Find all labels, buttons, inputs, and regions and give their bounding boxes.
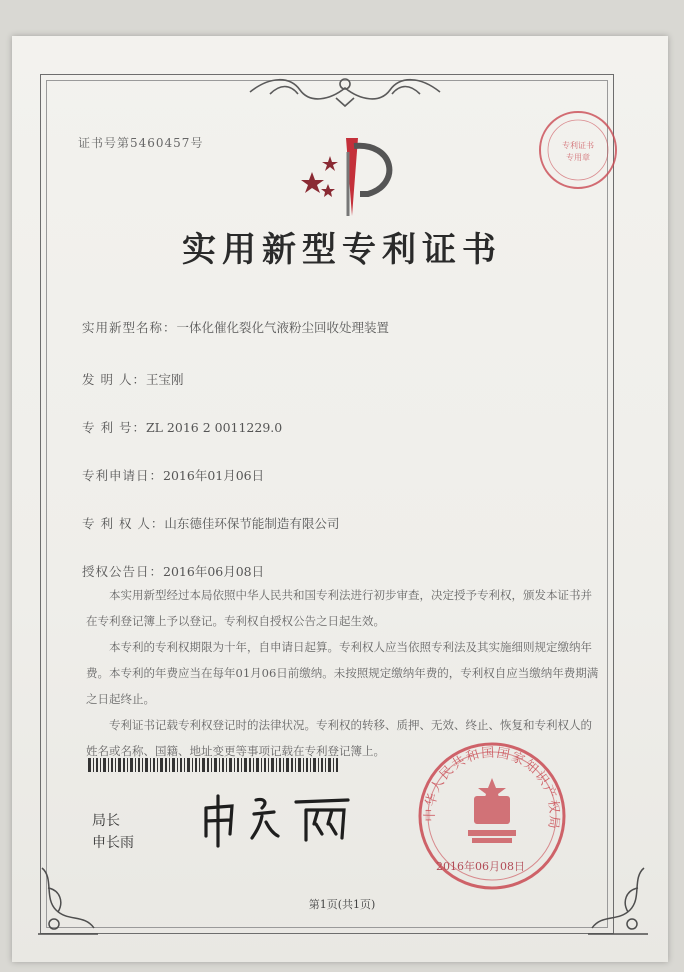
field-value: 一体化催化裂化气液粉尘回收处理装置 xyxy=(176,320,390,335)
field-grant-date xyxy=(82,562,264,580)
signatory-title: 局长 xyxy=(92,813,120,829)
document-title: 实用新型专利证书 xyxy=(182,230,502,270)
body-paragraph: 本专利的专利权期限为十年，自申请日起算。专利权人应当依照专利法及其实施细则规定缴纳年费。本专利的年费应当在每年01月06日前缴纳。未按照规定缴纳年费的，专利权自应当缴纳年费期满之日起终止。 xyxy=(86,640,599,706)
special-seal-stamp xyxy=(536,108,620,192)
page-number: 第1页(共1页) xyxy=(308,898,376,911)
seal-date: 2016年06月08日 xyxy=(436,860,525,873)
certificate-body xyxy=(86,582,600,764)
field-value: 2016年06月08日 xyxy=(163,564,265,579)
field-label: 授权公告日： xyxy=(82,564,164,579)
field-value: 王宝刚 xyxy=(145,372,184,387)
field-inventor xyxy=(82,370,183,388)
field-label: 专 利 权 人： xyxy=(82,516,165,531)
field-patentee xyxy=(82,514,339,532)
seal-arc-text: 中华人民共和国国家知识产权局 xyxy=(422,745,562,832)
top-ornament xyxy=(240,70,450,110)
svg-text:专利证书: 专利证书 xyxy=(562,141,594,150)
signatory-name: 申长雨 xyxy=(92,835,134,851)
patent-office-logo xyxy=(298,132,408,218)
handwritten-signature xyxy=(198,790,358,850)
field-value: 2016年01月06日 xyxy=(163,468,265,483)
body-paragraph: 专利证书记载专利权登记时的法律状况。专利权的转移、质押、无效、终止、恢复和专利权人的姓名或名称、国籍、地址变更等事项记载在专利登记簿上。 xyxy=(86,718,592,758)
barcode xyxy=(88,758,338,772)
field-label: 发 明 人： xyxy=(82,372,146,387)
field-patent-number xyxy=(82,418,282,436)
field-value: ZL 2016 2 0011229.0 xyxy=(145,420,283,435)
field-label: 实用新型名称： xyxy=(82,320,177,335)
field-value: 山东德佳环保节能制造有限公司 xyxy=(164,516,340,531)
field-utility-model-name xyxy=(82,318,389,336)
field-label: 专 利 号： xyxy=(82,420,146,435)
field-application-date xyxy=(82,466,264,484)
svg-text:专用章: 专用章 xyxy=(566,153,590,162)
certificate-number: 证书号第5460457号 xyxy=(78,136,204,150)
body-paragraph: 本实用新型经过本局依照中华人民共和国专利法进行初步审查，决定授予专利权，颁发本证书并在专利登记簿上予以登记。专利权自授权公告之日起生效。 xyxy=(86,588,592,628)
field-label: 专利申请日： xyxy=(82,468,164,483)
